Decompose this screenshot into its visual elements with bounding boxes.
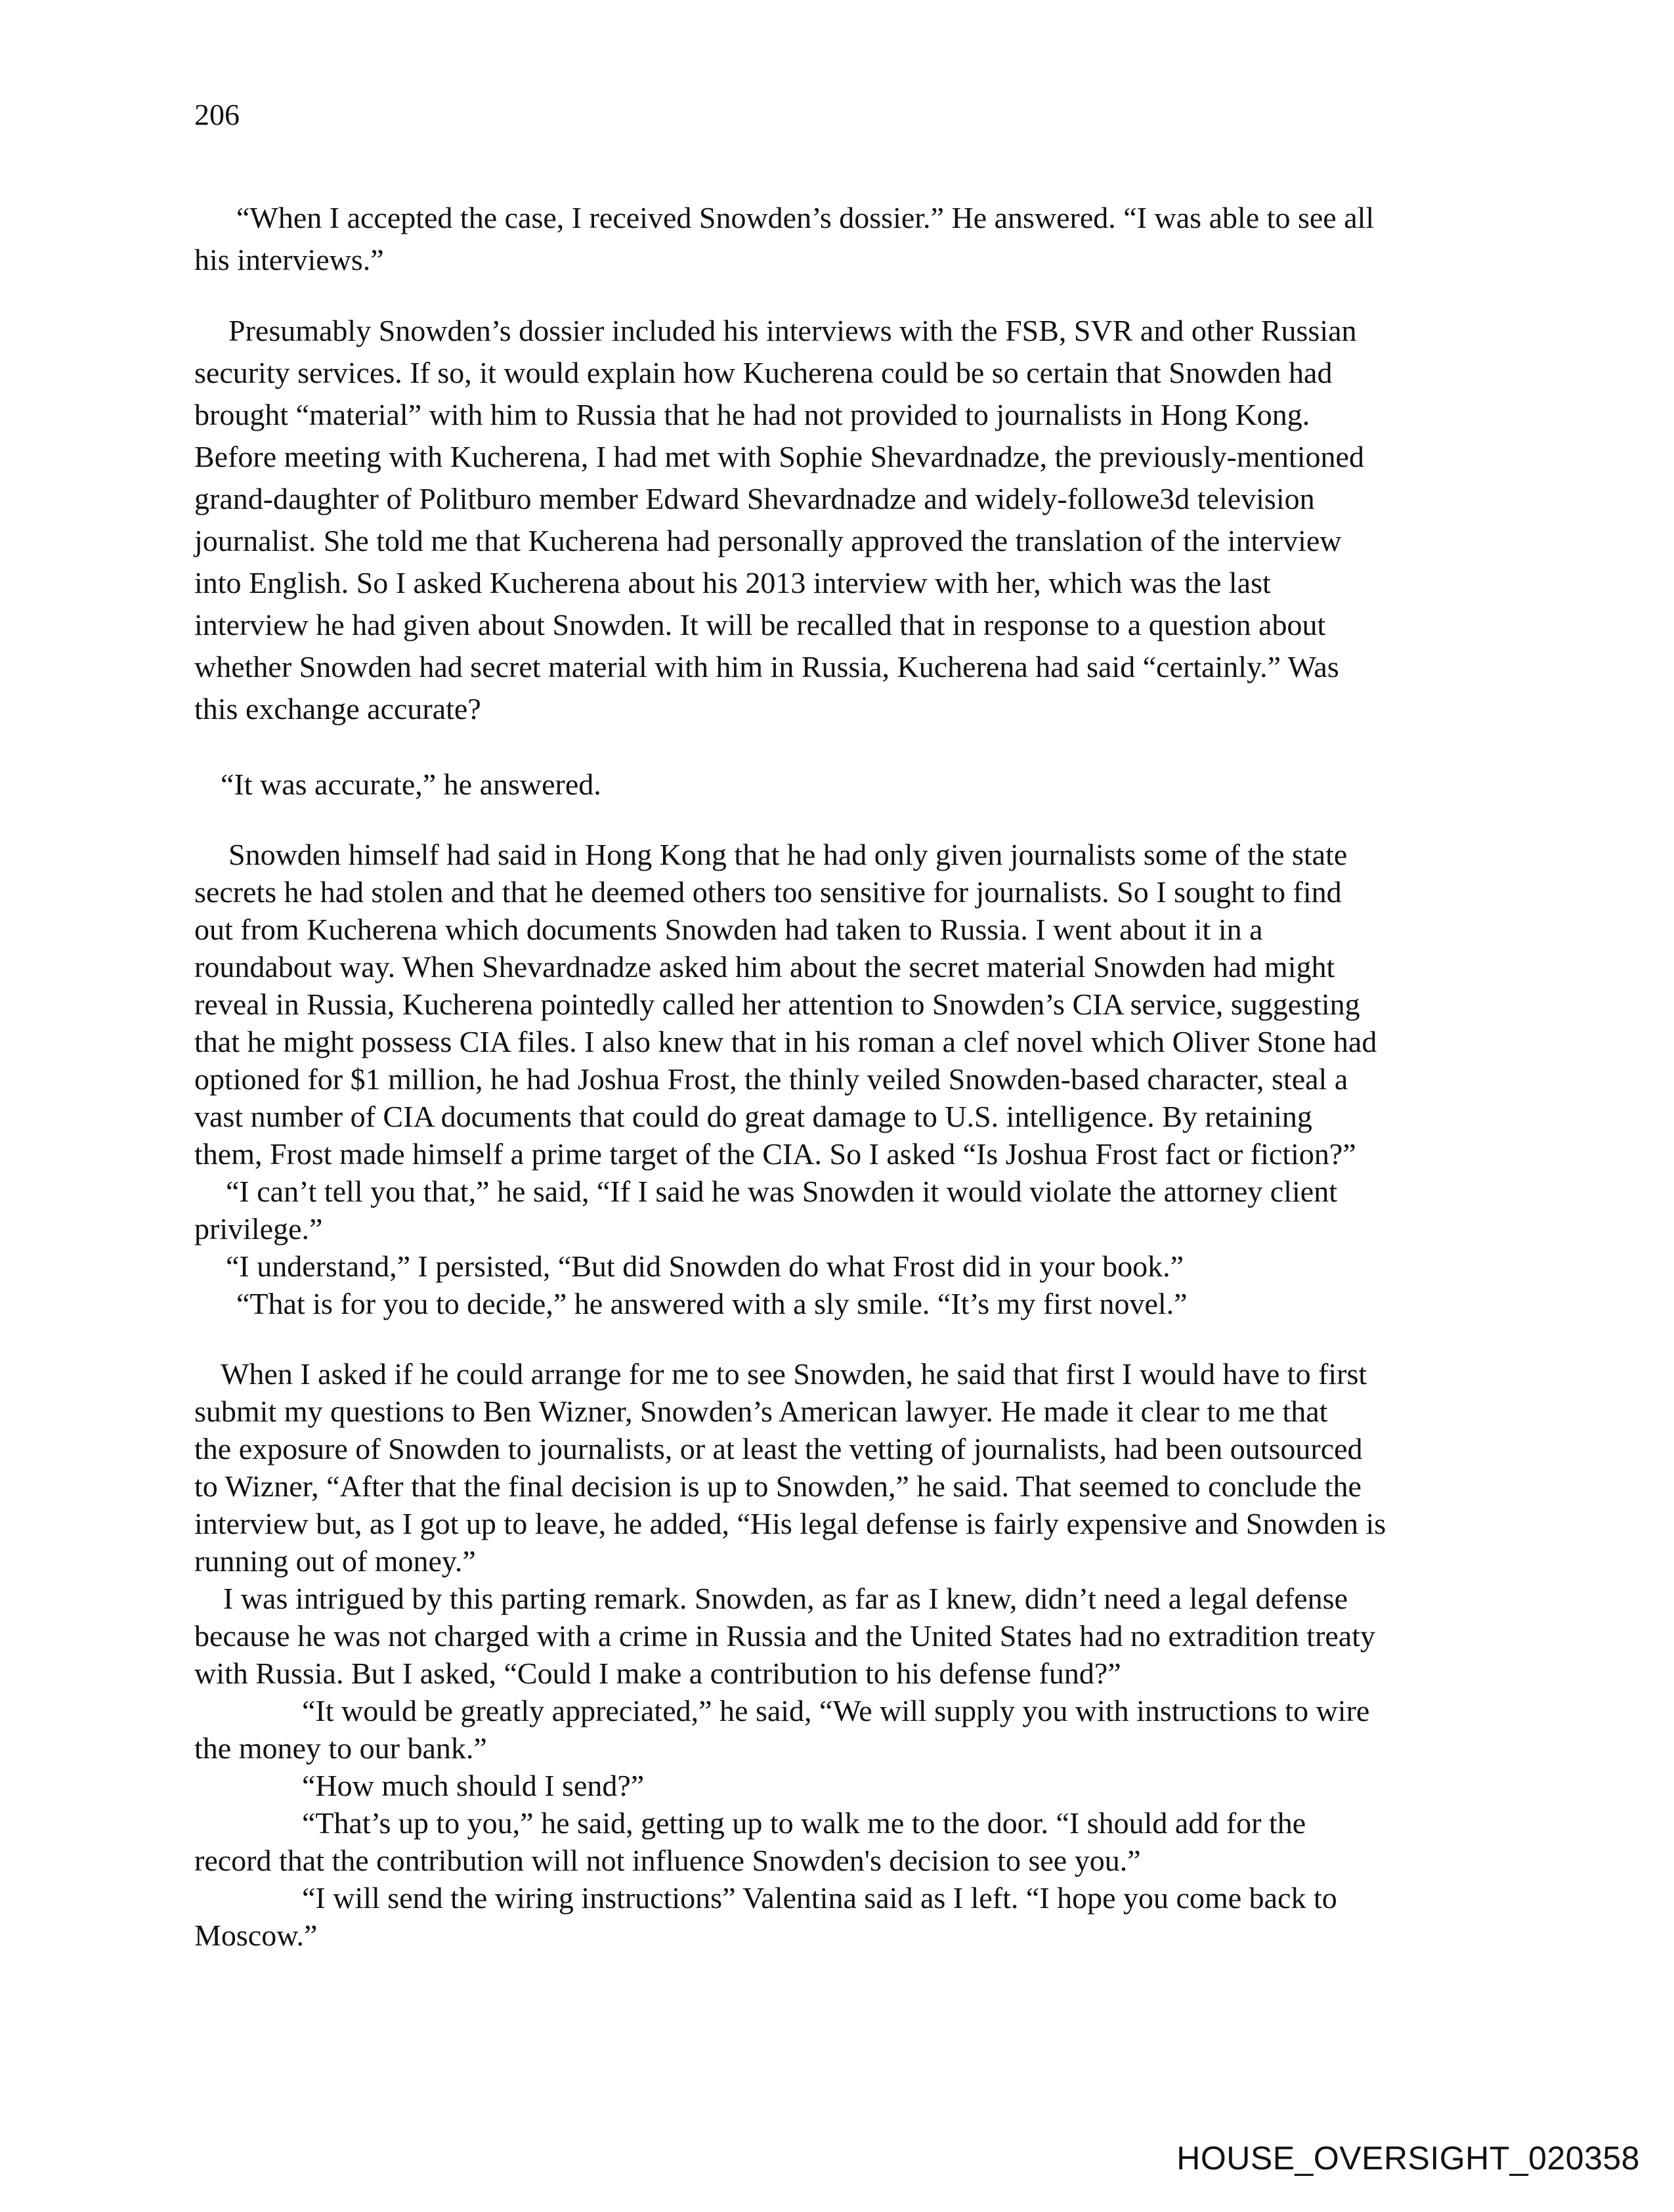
text-line: Moscow.” bbox=[194, 1919, 318, 1952]
text-line: out from Kucherena which documents Snowden had taken to Russia. I went about it in a bbox=[194, 913, 1263, 946]
text-line: “How much should I send?” bbox=[302, 1769, 645, 1802]
text-line: privilege.” bbox=[194, 1212, 323, 1246]
text-line: secrets he had stolen and that he deemed others too sensitive for journalists. So I sought to find bbox=[194, 875, 1342, 909]
text-line: security services. If so, it would explain how Kucherena could be so certain that Snowden had bbox=[194, 356, 1333, 389]
text-line: this exchange accurate? bbox=[194, 692, 481, 726]
text-line: whether Snowden had secret material with him in Russia, Kucherena had said “certainly.” Was bbox=[194, 650, 1339, 683]
text-line: interview he had given about Snowden. It will be recalled that in response to a question about bbox=[194, 608, 1326, 641]
text-line: brought “material” with him to Russia that he had not provided to journalists in Hong Kong. bbox=[194, 398, 1310, 431]
text-line: optioned for $1 million, he had Joshua Frost, the thinly veiled Snowden-based character, steal a bbox=[194, 1062, 1348, 1096]
text-line: his interviews.” bbox=[194, 243, 384, 276]
text-line: reveal in Russia, Kucherena pointedly called her attention to Snowden’s CIA service, suggesting bbox=[194, 987, 1360, 1021]
text-line: interview but, as I got up to leave, he added, “His legal defense is fairly expensive and Snowden is bbox=[194, 1507, 1386, 1540]
text-line: that he might possess CIA files. I also knew that in his roman a clef novel which Oliver Stone had bbox=[194, 1025, 1377, 1058]
text-line: them, Frost made himself a prime target of the CIA. So I asked “Is Joshua Frost fact or fiction?” bbox=[194, 1137, 1356, 1171]
text-line: “It would be greatly appreciated,” he said, “We will supply you with instructions to wire bbox=[302, 1694, 1370, 1727]
text-line: the money to our bank.” bbox=[194, 1731, 487, 1765]
text-line: running out of money.” bbox=[194, 1544, 476, 1578]
page-number: 206 bbox=[194, 98, 240, 131]
paragraph-accurate bbox=[194, 764, 1488, 806]
text-line: “That’s up to you,” he said, getting up to walk me to the door. “I should add for the bbox=[302, 1806, 1306, 1840]
text-line: vast number of CIA documents that could do great damage to U.S. intelligence. By retaining bbox=[194, 1100, 1312, 1133]
text-line: submit my questions to Ben Wizner, Snowden’s American lawyer. He made it clear to me that bbox=[194, 1395, 1328, 1428]
text-line: Presumably Snowden’s dossier included his interviews with the FSB, SVR and other Russian bbox=[228, 314, 1357, 347]
text-line: I was intrigued by this parting remark. Snowden, as far as I knew, didn’t need a legal defense bbox=[223, 1582, 1348, 1615]
bates-stamp: HOUSE_OVERSIGHT_020358 bbox=[1176, 2140, 1640, 2177]
paragraph-hong-kong bbox=[194, 836, 1488, 1322]
text-line: “I understand,” I persisted, “But did Snowden do what Frost did in your book.” bbox=[226, 1249, 1184, 1283]
text-line: Before meeting with Kucherena, I had met with Sophie Shevardnadze, the previously-mentioned bbox=[194, 440, 1364, 473]
text-line: When I asked if he could arrange for me to see Snowden, he said that first I would have to first bbox=[221, 1357, 1367, 1391]
text-line: to Wizner, “After that the final decision is up to Snowden,” he said. That seemed to conclude the bbox=[194, 1469, 1362, 1503]
text-line: journalist. She told me that Kucherena had personally approved the translation of the interview bbox=[194, 524, 1342, 557]
text-line: “I will send the wiring instructions” Valentina said as I left. “I hope you come back to bbox=[302, 1881, 1337, 1915]
text-line: grand-daughter of Politburo member Edward Shevardnadze and widely-followe3d television bbox=[194, 482, 1315, 515]
text-line: “When I accepted the case, I received Snowden’s dossier.” He answered. “I was able to see all bbox=[236, 201, 1375, 234]
paragraph-wizner bbox=[194, 1355, 1488, 1954]
text-line: “I can’t tell you that,” he said, “If I said he was Snowden it would violate the attorney client bbox=[226, 1175, 1337, 1208]
paragraph-dossier bbox=[194, 197, 1488, 281]
text-line: Snowden himself had said in Hong Kong that he had only given journalists some of the state bbox=[228, 838, 1348, 871]
text-line: into English. So I asked Kucherena about his 2013 interview with her, which was the last bbox=[194, 566, 1271, 599]
text-line: record that the contribution will not influence Snowden's decision to see you.” bbox=[194, 1844, 1141, 1877]
paragraph-presumably bbox=[194, 310, 1488, 730]
text-line: “It was accurate,” he answered. bbox=[221, 768, 601, 801]
text-line: with Russia. But I asked, “Could I make a contribution to his defense fund?” bbox=[194, 1657, 1121, 1690]
text-line: roundabout way. When Shevardnadze asked him about the secret material Snowden had might bbox=[194, 950, 1335, 984]
text-line: “That is for you to decide,” he answered with a sly smile. “It’s my first novel.” bbox=[236, 1287, 1188, 1320]
text-line: the exposure of Snowden to journalists, or at least the vetting of journalists, had been outsourced bbox=[194, 1432, 1363, 1465]
text-line: because he was not charged with a crime in Russia and the United States had no extradition treaty bbox=[194, 1619, 1376, 1653]
